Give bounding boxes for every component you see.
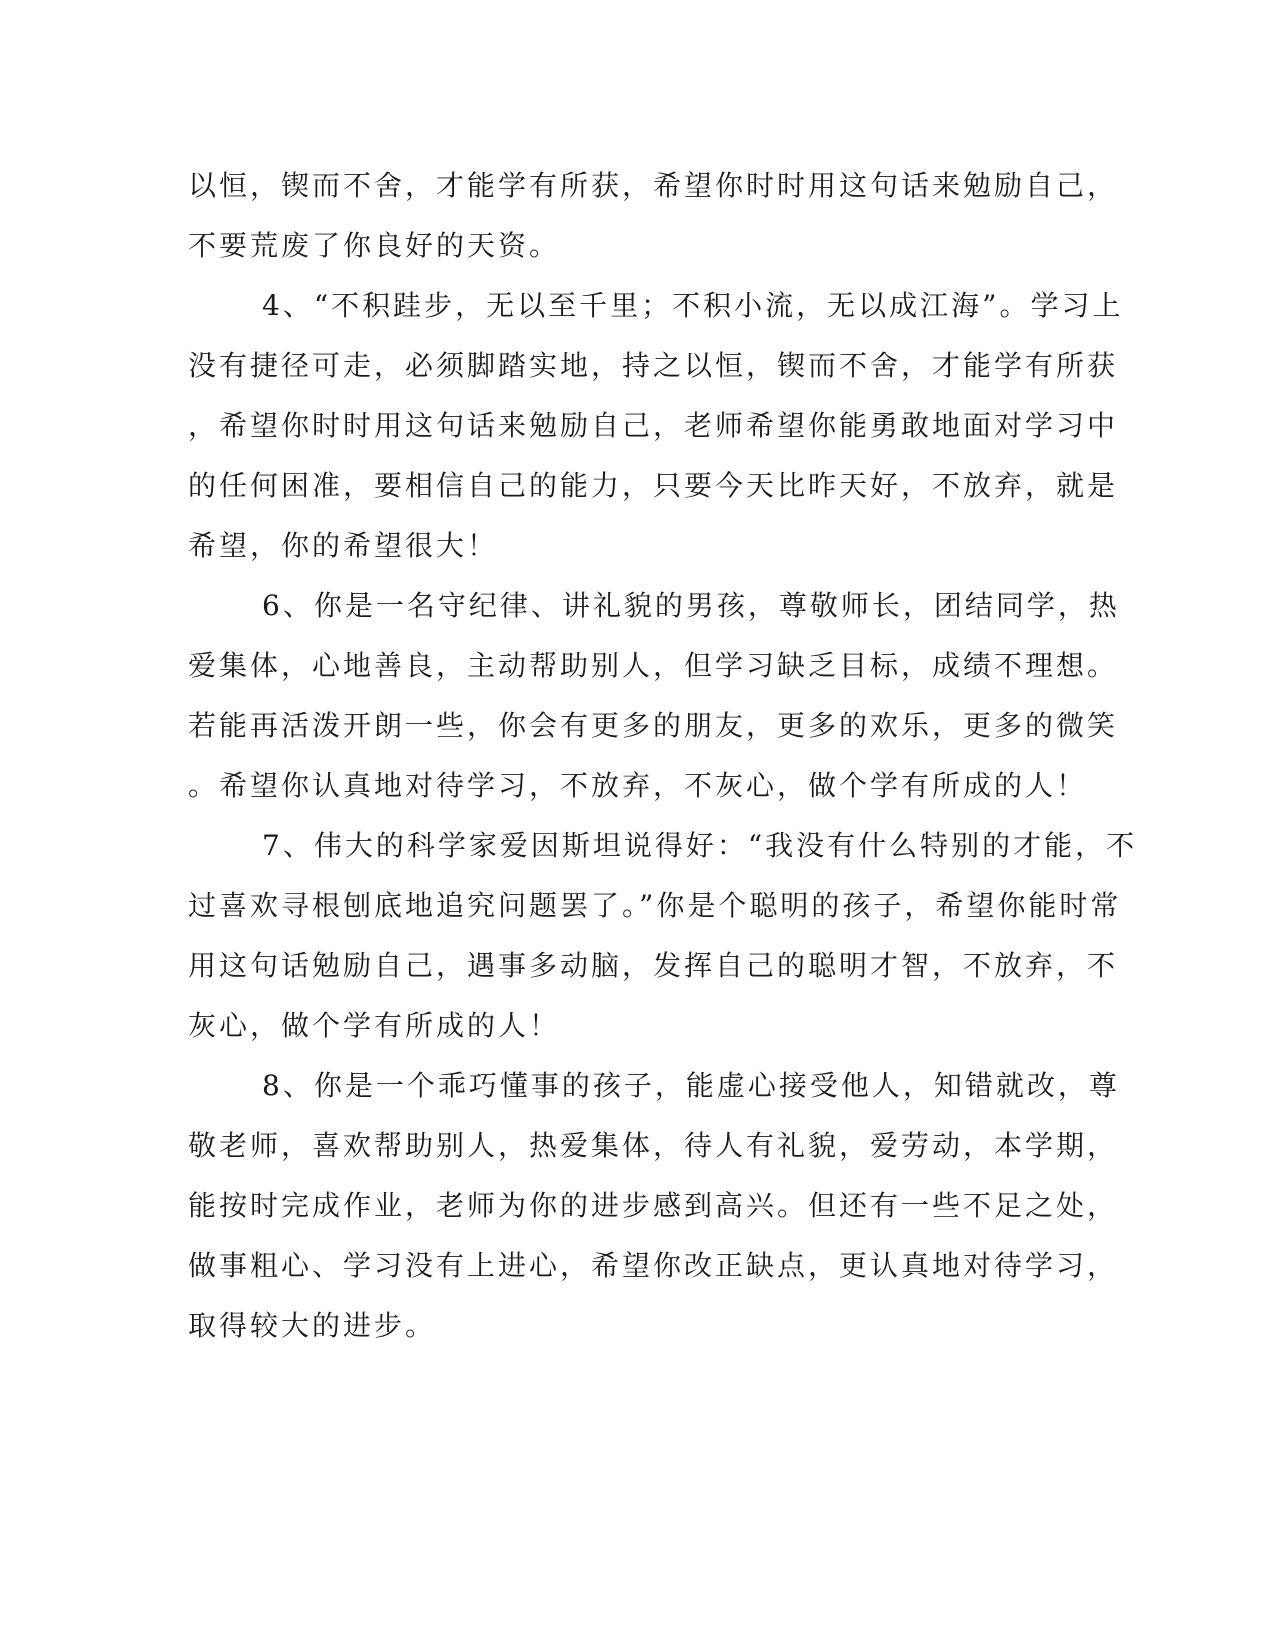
paragraph-start-line: 8、你是一个乖巧懂事的孩子，能虚心接受他人，知错就改，尊 [262, 1069, 1120, 1102]
text-line: ，希望你时时用这句话来勉励自己，老师希望你能勇敢地面对学习中 [188, 409, 1119, 442]
paragraph-start-line: 4、“不积跬步，无以至千里；不积小流，无以成江海”。学习上 [262, 289, 1124, 322]
text-line: 灰心，做个学有所成的人！ [188, 1009, 561, 1042]
text-line: 若能再活泼开朗一些，你会有更多的朋友，更多的欢乐，更多的微笑 [188, 709, 1119, 742]
text-line: 爱集体，心地善良，主动帮助别人，但学习缺乏目标，成绩不理想。 [188, 649, 1119, 682]
text-line: 不要荒废了你良好的天资。 [188, 229, 561, 262]
text-line: 过喜欢寻根刨底地追究问题罢了。”你是个聪明的孩子，希望你能时常 [188, 889, 1122, 922]
text-line: 能按时完成作业，老师为你的进步感到高兴。但还有一些不足之处， [188, 1189, 1119, 1222]
text-line: 希望，你的希望很大！ [188, 529, 499, 562]
text-line: 敬老师，喜欢帮助别人，热爱集体，待人有礼貌，爱劳动，本学期， [188, 1129, 1119, 1162]
document-body [188, 156, 1138, 1356]
text-line: 用这句话勉励自己，遇事多动脑，发挥自己的聪明才智，不放弃，不 [188, 949, 1119, 982]
text-line: 以恒，锲而不舍，才能学有所获，希望你时时用这句话来勉励自己， [188, 169, 1119, 202]
text-line: 。希望你认真地对待学习，不放弃，不灰心，做个学有所成的人！ [188, 769, 1088, 802]
text-line: 的任何困准，要相信自己的能力，只要今天比昨天好，不放弃，就是 [188, 469, 1119, 502]
paragraph-start-line: 7、伟大的科学家爱因斯坦说得好：“我没有什么特别的才能，不 [262, 829, 1138, 862]
text-line: 没有捷径可走，必须脚踏实地，持之以恒，锲而不舍，才能学有所获 [188, 349, 1119, 382]
text-line: 取得较大的进步。 [188, 1309, 437, 1342]
paragraph-start-line: 6、你是一名守纪律、讲礼貌的男孩，尊敬师长，团结同学，热 [262, 589, 1120, 622]
text-line: 做事粗心、学习没有上进心，希望你改正缺点，更认真地对待学习， [188, 1249, 1119, 1282]
